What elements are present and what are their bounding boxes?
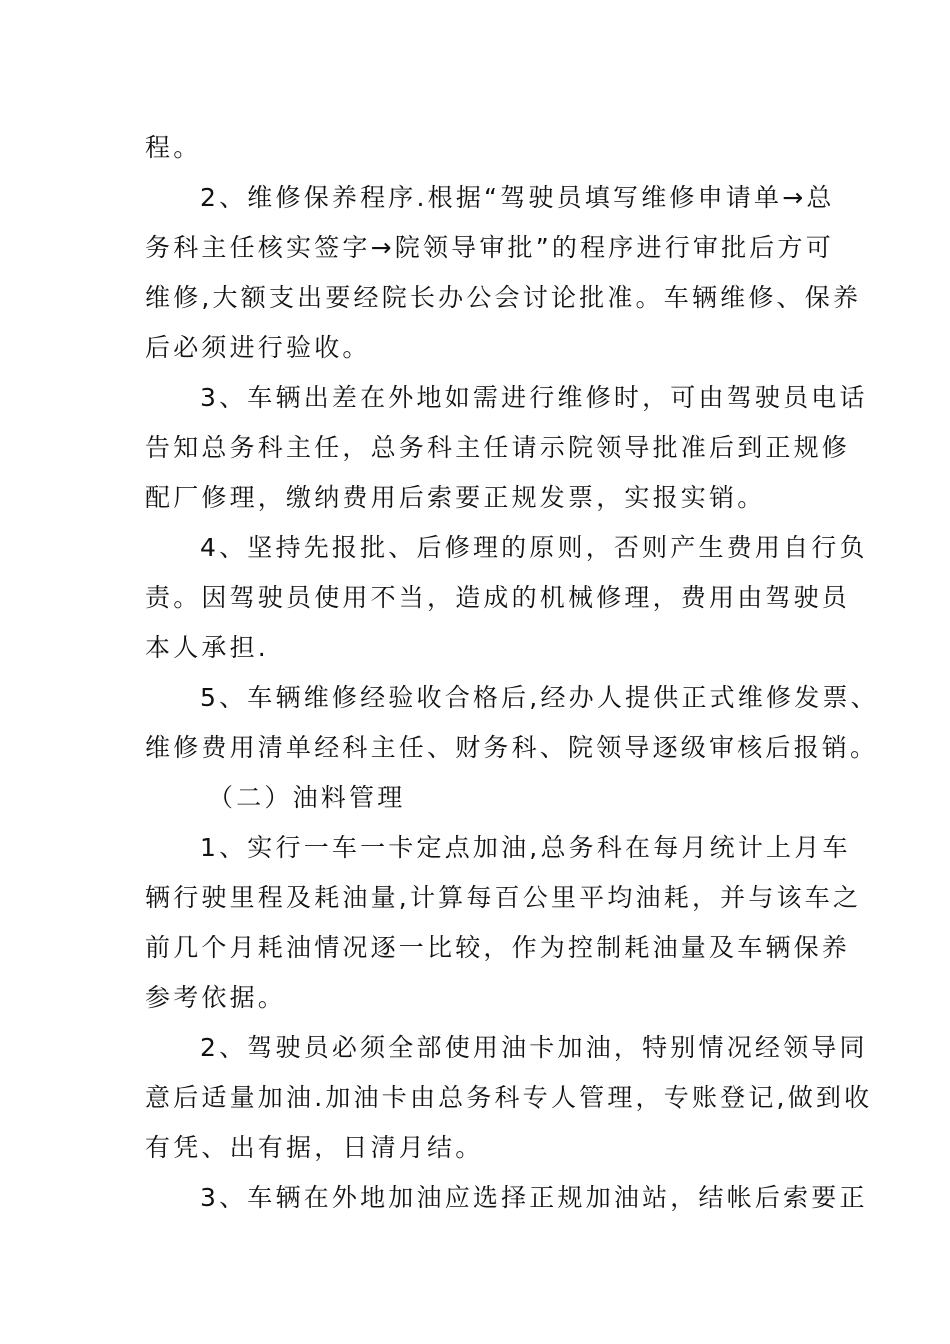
paragraph-line: 2、维修保养程序.根据“驾驶员填写维修申请单→总 [200, 183, 835, 212]
paragraph-line: 3、车辆在外地加油应选择正规加油站，结帐后索要正 [200, 1183, 868, 1212]
paragraph-line: 4、坚持先报批、后修理的原则，否则产生费用自行负 [200, 533, 868, 562]
text-line: 维修,大额支出要经院长办公会讨论批准。车辆维修、保养 [145, 283, 862, 312]
text-line: 务科主任核实签字→院领导审批”的程序进行审批后方可 [145, 233, 834, 262]
text-line: 前几个月耗油情况逐一比较，作为控制耗油量及车辆保养 [145, 933, 851, 962]
text-line: 维修费用清单经科主任、财务科、院领导逐级审核后报销。 [145, 733, 879, 762]
section-heading: （二）油料管理 [208, 783, 406, 812]
text-line: 本人承担. [145, 633, 269, 662]
text-line: 程。 [145, 133, 202, 162]
text-line: 参考依据。 [145, 983, 287, 1012]
text-line: 辆行驶里程及耗油量,计算每百公里平均油耗，并与该车之 [145, 883, 862, 912]
text-line: 配厂修理，缴纳费用后索要正规发票，实报实销。 [145, 483, 766, 512]
paragraph-line: 5、车辆维修经验收合格后,经办人提供正式维修发票、 [200, 683, 879, 712]
text-line: 责。因驾驶员使用不当，造成的机械修理，费用由驾驶员 [145, 583, 851, 612]
paragraph-line: 3、车辆出差在外地如需进行维修时，可由驾驶员电话 [200, 383, 868, 412]
text-line: 意后适量加油.加油卡由总务科专人管理，专账登记,做到收 [145, 1083, 873, 1112]
paragraph-line: 1、实行一车一卡定点加油,总务科在每月统计上月车 [200, 833, 851, 862]
text-line: 有凭、出有据，日清月结。 [145, 1133, 484, 1162]
text-line: 告知总务科主任，总务科主任请示院领导批准后到正规修 [145, 433, 851, 462]
paragraph-line: 2、驾驶员必须全部使用油卡加油，特别情况经领导同 [200, 1033, 868, 1062]
text-line: 后必须进行验收。 [145, 333, 371, 362]
